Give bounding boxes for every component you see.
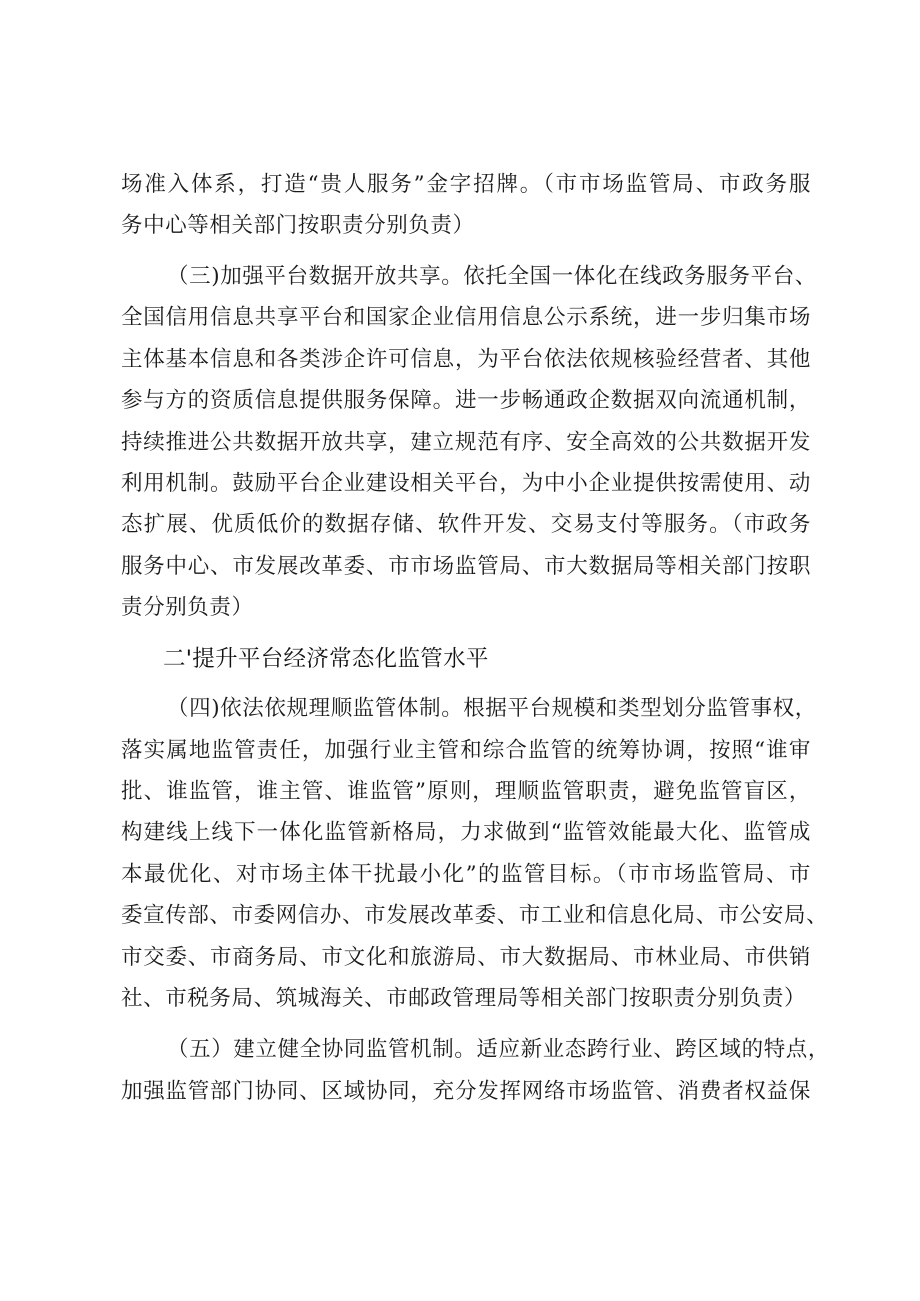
body-text-line: 态扩展、优质低价的数据存储、软件开发、交易支付等服务。（市政务 [121,512,811,537]
paragraph-three-start: （三)加强平台数据开放共享。依托全国一体化在线政务服务平台、 [167,264,817,289]
body-text-line: 加强监管部门协同、区域协同，充分发挥网络市场监管、消费者权益保 [121,1079,811,1104]
body-text-line: 主体基本信息和各类涉企许可信息，为平台依法依规核验经营者、其他 [121,347,811,372]
body-text-line: 利用机制。鼓励平台企业建设相关平台，为中小企业提供按需使用、动 [121,471,811,496]
body-text-line: 本最优化、对市场主体干扰最小化”的监管目标。（市市场监管局、市 [121,862,811,887]
body-text-line: 社、市税务局、筑城海关、市邮政管理局等相关部门按职责分别负责） [121,986,807,1011]
body-text-line: 务中心等相关部门按职责分别负责） [121,213,475,238]
body-text-line: 构建线上线下一体化监管新格局，力求做到“监管效能最大化、监管成 [121,820,811,845]
body-text-line: 委宣传部、市委网信办、市发展改革委、市工业和信息化局、市公安局、 [121,903,829,928]
section-heading: 二'提升平台经济常态化监管水平 [163,646,489,672]
body-text-line: 市交委、市商务局、市文化和旅游局、市大数据局、市林业局、市供销 [121,945,811,970]
body-text-line: 落实属地监管责任，加强行业主管和综合监管的统筹协调，按照“谁审 [121,738,811,763]
paragraph-five-start: （五）建立健全协同监管机制。适应新业态跨行业、跨区域的特点， [167,1037,831,1062]
body-text-line: 场准入体系，打造“贵人服务”金字招牌。（市市场监管局、市政务服 [121,172,811,197]
body-text-line: 参与方的资质信息提供服务保障。进一步畅通政企数据双向流通机制， [121,388,811,413]
body-text-line: 持续推进公共数据开放共享，建立规范有序、安全高效的公共数据开发 [121,430,811,455]
paragraph-four-start: （四)依法依规理顺监管体制。根据平台规模和类型划分监管事权， [167,696,817,721]
body-text-line: 批、谁监管，谁主管、谁监管”原则，理顺监管职责，避免监管盲区， [121,779,811,804]
body-text-line: 责分别负责） [121,595,254,620]
body-text-line: 服务中心、市发展改革委、市市场监管局、市大数据局等相关部门按职 [121,554,811,579]
body-text-line: 全国信用信息共享平台和国家企业信用信息公示系统，进一步归集市场 [121,305,811,330]
